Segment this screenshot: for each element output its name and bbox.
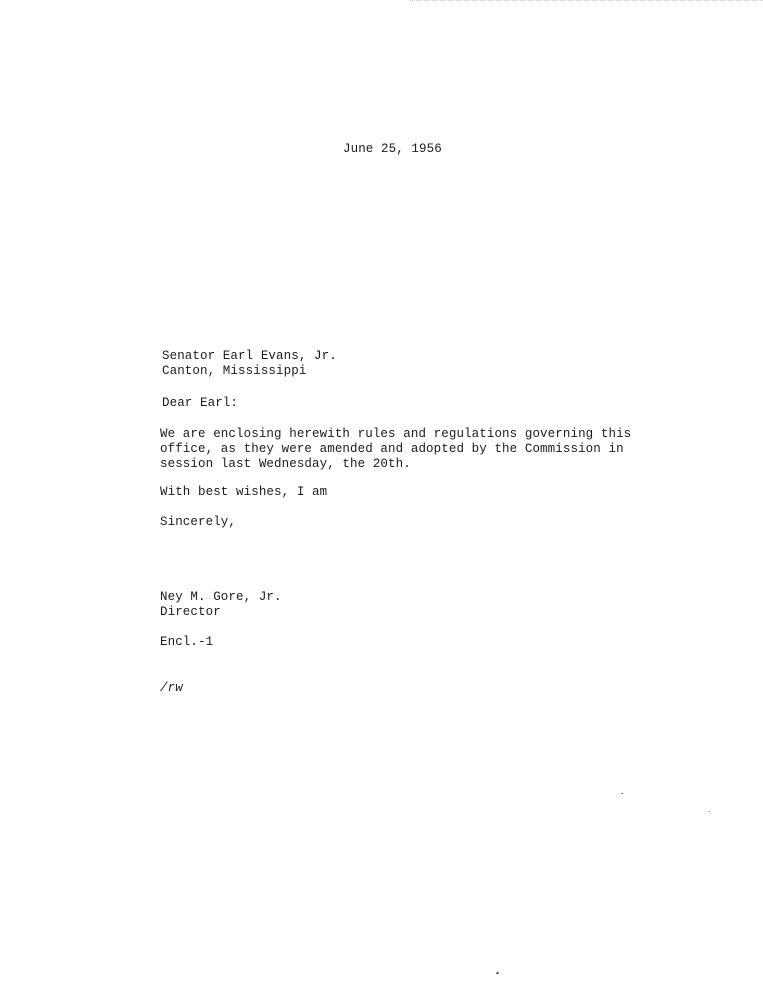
closing-line: With best wishes, I am — [160, 485, 328, 499]
body-line: We are enclosing herewith rules and regulations governing this — [160, 427, 632, 441]
scan-speck — [621, 793, 623, 794]
recipient-location: Canton, Mississippi — [162, 364, 307, 378]
valediction: Sincerely, — [160, 515, 237, 529]
body-line: office, as they were amended and adopted by the Commission in — [160, 442, 624, 456]
letter-date: June 25, 1956 — [343, 142, 442, 156]
body-line: session last Wednesday, the 20th. — [160, 457, 411, 471]
salutation: Dear Earl: — [162, 396, 239, 410]
page-top-edge — [410, 0, 763, 1]
scan-speck — [709, 811, 710, 812]
enclosure-note: Encl.-1 — [160, 635, 214, 649]
recipient-name: Senator Earl Evans, Jr. — [162, 349, 337, 363]
reference-initials: /rw — [160, 681, 183, 695]
signer-title: Director — [160, 605, 221, 619]
scan-speck — [496, 971, 500, 974]
signer-name: Ney M. Gore, Jr. — [160, 590, 282, 604]
